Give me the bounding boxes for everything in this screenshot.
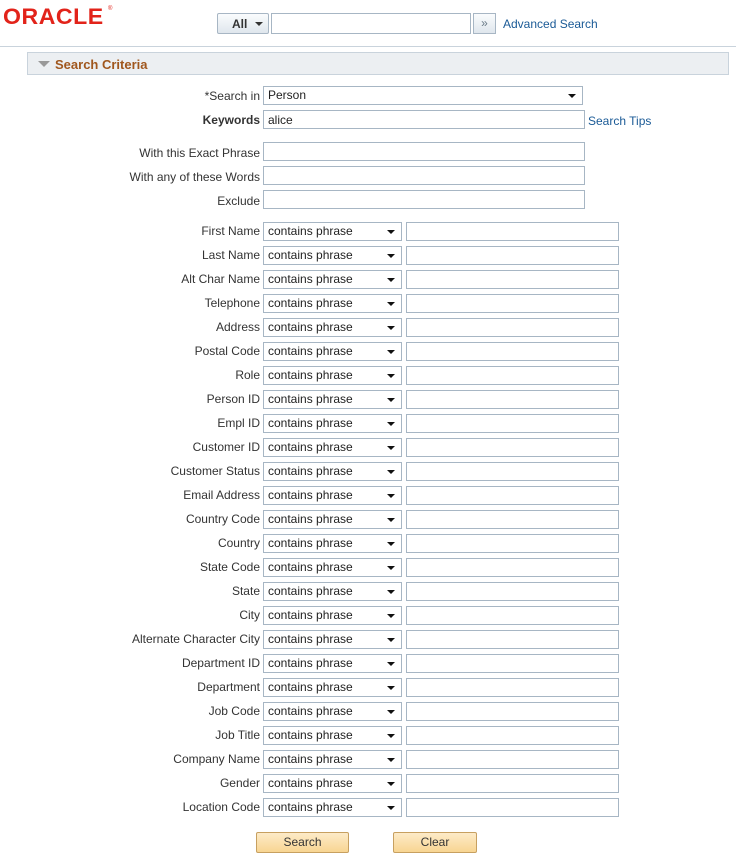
operator-select[interactable] (263, 390, 402, 409)
field-label: Customer Status (170, 464, 260, 478)
operator-select[interactable] (263, 558, 402, 577)
field-label: Postal Code (194, 344, 260, 358)
field-label: Department (197, 680, 260, 694)
field-value-input[interactable] (406, 750, 619, 769)
operator-value: contains phrase (268, 272, 353, 286)
field-value-input[interactable] (406, 654, 619, 673)
operator-value: contains phrase (268, 656, 353, 670)
search-scope-dropdown[interactable] (217, 13, 269, 34)
chevron-down-icon (568, 94, 576, 98)
field-label: City (239, 608, 260, 622)
operator-value: contains phrase (268, 752, 353, 766)
field-value-input[interactable] (406, 702, 619, 721)
field-value-input[interactable] (406, 630, 619, 649)
operator-select[interactable] (263, 414, 402, 433)
field-value-input[interactable] (406, 318, 619, 337)
field-label: State (231, 584, 260, 598)
field-value-input[interactable] (406, 438, 619, 457)
search-in-label: *Search in (204, 89, 260, 103)
field-label: Empl ID (217, 416, 260, 430)
chevron-down-icon (387, 758, 395, 762)
registered-mark: ® (108, 6, 113, 12)
field-label: Location Code (182, 800, 260, 814)
operator-value: contains phrase (268, 368, 353, 382)
operator-select[interactable] (263, 534, 402, 553)
operator-value: contains phrase (268, 584, 353, 598)
chevron-down-icon (387, 254, 395, 258)
operator-value: contains phrase (268, 728, 353, 742)
field-value-input[interactable] (406, 270, 619, 289)
chevron-down-icon (387, 398, 395, 402)
search-go-button[interactable]: » (473, 13, 496, 34)
field-value-input[interactable] (406, 294, 619, 313)
advanced-search-link[interactable]: Advanced Search (503, 17, 598, 31)
field-value-input[interactable] (406, 534, 619, 553)
operator-select[interactable] (263, 582, 402, 601)
operator-select[interactable] (263, 438, 402, 457)
operator-select[interactable] (263, 606, 402, 625)
field-label: Department ID (181, 656, 260, 670)
operator-select[interactable] (263, 774, 402, 793)
field-label: First Name (201, 224, 260, 238)
operator-select[interactable] (263, 462, 402, 481)
field-value-input[interactable] (406, 726, 619, 745)
chevron-down-icon (387, 638, 395, 642)
chevron-down-icon (387, 734, 395, 738)
any-words-label: With any of these Words (129, 170, 260, 184)
operator-value: contains phrase (268, 608, 353, 622)
global-search-input[interactable] (271, 13, 471, 34)
operator-select[interactable] (263, 702, 402, 721)
field-label: Job Code (208, 704, 260, 718)
clear-button[interactable]: Clear (393, 832, 477, 853)
field-label: Country Code (185, 512, 260, 526)
operator-value: contains phrase (268, 344, 353, 358)
field-label: Alternate Character City (131, 632, 260, 646)
operator-value: contains phrase (268, 464, 353, 478)
chevron-down-icon (387, 566, 395, 570)
field-label: Company Name (173, 752, 260, 766)
operator-value: contains phrase (268, 704, 353, 718)
chevron-down-icon (387, 422, 395, 426)
field-label: Country (217, 536, 260, 550)
chevron-down-icon (387, 326, 395, 330)
chevron-down-icon (387, 662, 395, 666)
operator-select[interactable] (263, 318, 402, 337)
field-label: Customer ID (192, 440, 260, 454)
field-value-input[interactable] (406, 246, 619, 265)
field-label: Person ID (206, 392, 260, 406)
field-value-input[interactable] (406, 606, 619, 625)
field-value-input[interactable] (406, 462, 619, 481)
operator-value: contains phrase (268, 632, 353, 646)
operator-value: contains phrase (268, 248, 353, 262)
oracle-logo: ORACLE (3, 4, 104, 29)
field-label: Address (215, 320, 260, 334)
chevron-down-icon (387, 278, 395, 282)
chevron-down-icon (387, 590, 395, 594)
operator-value: contains phrase (268, 416, 353, 430)
operator-select[interactable] (263, 486, 402, 505)
exact-phrase-input[interactable] (263, 142, 585, 161)
any-words-input[interactable] (263, 166, 585, 185)
operator-select[interactable] (263, 678, 402, 697)
exact-phrase-label: With this Exact Phrase (139, 146, 260, 160)
operator-value: contains phrase (268, 320, 353, 334)
field-value-input[interactable] (406, 582, 619, 601)
chevron-down-icon (255, 22, 263, 26)
operator-select[interactable] (263, 510, 402, 529)
field-value-input[interactable] (406, 774, 619, 793)
field-value-input[interactable] (406, 222, 619, 241)
operator-select[interactable] (263, 294, 402, 313)
field-label: State Code (199, 560, 260, 574)
operator-value: contains phrase (268, 680, 353, 694)
search-in-select[interactable] (263, 86, 583, 105)
keywords-label: Keywords (202, 113, 260, 127)
operator-select[interactable] (263, 270, 402, 289)
chevron-down-icon (387, 302, 395, 306)
operator-value: contains phrase (268, 560, 353, 574)
field-value-input[interactable] (406, 558, 619, 577)
search-criteria-title: Search Criteria (55, 57, 148, 72)
operator-value: contains phrase (268, 776, 353, 790)
exclude-input[interactable] (263, 190, 585, 209)
field-value-input[interactable] (406, 798, 619, 817)
field-value-input[interactable] (406, 414, 619, 433)
field-label: Role (235, 368, 260, 382)
operator-select[interactable] (263, 726, 402, 745)
chevron-down-icon (387, 446, 395, 450)
chevron-down-icon (387, 806, 395, 810)
chevron-down-icon (387, 614, 395, 618)
field-value-input[interactable] (406, 510, 619, 529)
chevron-down-icon (387, 350, 395, 354)
field-label: Email Address (183, 488, 260, 502)
operator-select[interactable] (263, 630, 402, 649)
operator-value: contains phrase (268, 488, 353, 502)
operator-value: contains phrase (268, 440, 353, 454)
chevron-down-icon (387, 374, 395, 378)
search-scope-label: All (232, 17, 248, 31)
field-label: Last Name (201, 248, 260, 262)
chevron-down-icon (387, 542, 395, 546)
chevron-down-icon (387, 782, 395, 786)
header-bar (0, 0, 736, 47)
chevron-down-icon (387, 494, 395, 498)
chevron-down-icon (387, 686, 395, 690)
field-value-input[interactable] (406, 486, 619, 505)
operator-value: contains phrase (268, 536, 353, 550)
field-value-input[interactable] (406, 390, 619, 409)
chevron-down-icon (387, 470, 395, 474)
field-label: Alt Char Name (181, 272, 260, 286)
operator-value: contains phrase (268, 296, 353, 310)
field-label: Job Title (215, 728, 260, 742)
operator-select[interactable] (263, 654, 402, 673)
field-label: Gender (219, 776, 260, 790)
field-value-input[interactable] (406, 342, 619, 361)
operator-select[interactable] (263, 342, 402, 361)
search-button[interactable]: Search (256, 832, 349, 853)
operator-value: contains phrase (268, 224, 353, 238)
operator-select[interactable] (263, 366, 402, 385)
operator-select[interactable] (263, 222, 402, 241)
chevron-down-icon (387, 710, 395, 714)
search-criteria-header[interactable] (27, 52, 729, 75)
chevron-down-icon (387, 518, 395, 522)
field-value-input[interactable] (406, 366, 619, 385)
chevron-down-icon (387, 230, 395, 234)
operator-select[interactable] (263, 246, 402, 265)
operator-value: contains phrase (268, 800, 353, 814)
collapse-triangle-icon[interactable] (38, 61, 50, 67)
exclude-label: Exclude (217, 194, 260, 208)
search-tips-link[interactable]: Search Tips (588, 114, 652, 128)
field-value-input[interactable] (406, 678, 619, 697)
keywords-input[interactable] (263, 110, 585, 129)
operator-select[interactable] (263, 750, 402, 769)
operator-value: contains phrase (268, 512, 353, 526)
operator-select[interactable] (263, 798, 402, 817)
search-in-value: Person (268, 88, 307, 102)
field-label: Telephone (204, 296, 260, 310)
operator-value: contains phrase (268, 392, 353, 406)
